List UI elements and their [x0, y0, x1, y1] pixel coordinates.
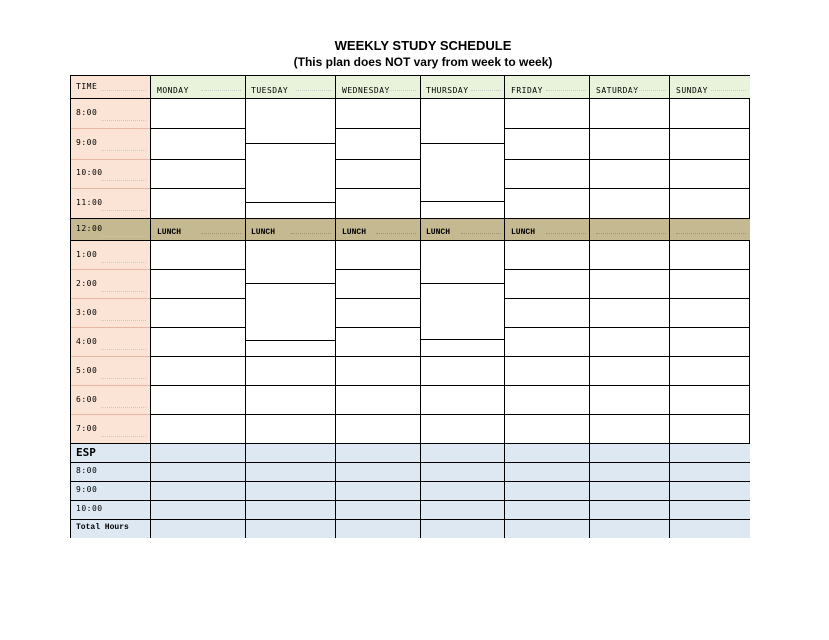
cell-guide	[201, 233, 241, 234]
cell-guide	[101, 150, 146, 151]
cell-guide	[676, 233, 746, 234]
row-divider	[246, 202, 335, 203]
day-header-sunday: SUNDAY	[676, 86, 708, 95]
row-divider	[71, 218, 750, 219]
row-divider	[71, 188, 150, 189]
time-label-morning: 10:00	[76, 168, 103, 177]
cell-guide	[296, 90, 331, 91]
time-label-afternoon: 4:00	[76, 337, 98, 346]
cell-guide	[101, 378, 146, 379]
time-label-morning: 11:00	[76, 198, 103, 207]
cell-guide	[101, 90, 146, 91]
row-divider	[505, 269, 750, 270]
cell-guide	[101, 291, 146, 292]
time-column-background	[71, 76, 151, 444]
row-divider	[71, 298, 150, 299]
row-divider	[421, 143, 504, 144]
time-label-afternoon: 7:00	[76, 424, 98, 433]
row-divider	[71, 327, 150, 328]
time-label-afternoon: 3:00	[76, 308, 98, 317]
lunch-label-wednesday: LUNCH	[342, 228, 367, 237]
row-divider	[151, 269, 245, 270]
row-divider	[71, 356, 150, 357]
row-divider	[71, 128, 150, 129]
row-divider	[71, 414, 750, 415]
cell-guide	[386, 90, 416, 91]
row-divider	[336, 327, 420, 328]
cell-guide	[101, 210, 146, 211]
row-divider	[151, 159, 245, 160]
day-header-monday: MONDAY	[157, 86, 189, 95]
cell-guide	[596, 233, 666, 234]
row-divider	[71, 462, 750, 463]
cell-guide	[201, 90, 241, 91]
row-divider	[505, 188, 750, 189]
cell-guide	[711, 90, 746, 91]
lunch-label-tuesday: LUNCH	[251, 228, 276, 237]
row-divider	[246, 283, 335, 284]
row-divider	[71, 356, 750, 357]
row-divider	[421, 201, 504, 202]
row-divider	[151, 188, 245, 189]
total-hours-label: Total Hours	[76, 523, 129, 532]
row-divider	[505, 159, 750, 160]
lunch-label-thursday: LUNCH	[426, 228, 451, 237]
cell-guide	[291, 233, 331, 234]
row-divider	[336, 159, 420, 160]
time-label-afternoon: 1:00	[76, 250, 98, 259]
row-divider	[421, 283, 504, 284]
row-divider	[71, 159, 150, 160]
row-divider	[71, 500, 750, 501]
row-divider	[71, 414, 150, 415]
column-divider	[504, 76, 505, 538]
day-header-thursday: THURSDAY	[426, 86, 469, 95]
lunch-time-label: 12:00	[76, 224, 103, 233]
esp-time-label: 8:00	[76, 466, 98, 475]
time-label-afternoon: 6:00	[76, 395, 98, 404]
row-divider	[71, 385, 750, 386]
time-label-morning: 9:00	[76, 138, 98, 147]
column-divider	[669, 76, 670, 538]
row-divider	[71, 98, 750, 99]
row-divider	[71, 481, 750, 482]
cell-guide	[101, 120, 146, 121]
day-header-friday: FRIDAY	[511, 86, 543, 95]
cell-guide	[546, 90, 586, 91]
esp-time-label: 10:00	[76, 504, 103, 513]
cell-guide	[101, 180, 146, 181]
cell-guide	[101, 262, 146, 263]
schedule-table	[70, 75, 750, 538]
cell-guide	[631, 90, 666, 91]
column-divider	[589, 76, 590, 538]
esp-time-label: 9:00	[76, 485, 98, 494]
row-divider	[71, 519, 750, 520]
row-divider	[71, 443, 750, 444]
time-label-afternoon: 5:00	[76, 366, 98, 375]
row-divider	[246, 143, 335, 144]
column-divider	[420, 76, 421, 538]
cell-guide	[376, 233, 416, 234]
day-header-wednesday: WEDNESDAY	[342, 86, 390, 95]
row-divider	[336, 269, 420, 270]
column-divider	[245, 76, 246, 538]
row-divider	[246, 340, 335, 341]
cell-guide	[101, 349, 146, 350]
cell-guide	[101, 436, 146, 437]
row-divider	[336, 298, 420, 299]
row-divider	[505, 128, 750, 129]
esp-label: ESP	[76, 446, 96, 459]
cell-guide	[101, 407, 146, 408]
row-divider	[71, 240, 750, 241]
cell-guide	[101, 320, 146, 321]
row-divider	[505, 327, 750, 328]
row-divider	[505, 298, 750, 299]
cell-guide	[461, 233, 501, 234]
row-divider	[151, 298, 245, 299]
esp-section-background	[71, 444, 750, 538]
row-divider	[71, 269, 150, 270]
row-divider	[71, 385, 150, 386]
row-divider	[151, 327, 245, 328]
cell-guide	[471, 90, 501, 91]
lunch-label-friday: LUNCH	[511, 228, 536, 237]
cell-guide	[546, 233, 586, 234]
lunch-label-monday: LUNCH	[157, 228, 182, 237]
time-label-morning: 8:00	[76, 108, 98, 117]
time-header: TIME	[76, 82, 98, 91]
cell-guide	[101, 236, 146, 237]
column-divider	[335, 76, 336, 538]
page-title: WEEKLY STUDY SCHEDULE	[334, 38, 512, 53]
page-subtitle: (This plan does NOT vary from week to week)	[293, 55, 553, 69]
row-divider	[421, 339, 504, 340]
day-header-saturday: SATURDAY	[596, 86, 639, 95]
row-divider	[336, 188, 420, 189]
row-divider	[151, 128, 245, 129]
day-header-tuesday: TUESDAY	[251, 86, 289, 95]
row-divider	[336, 128, 420, 129]
column-divider	[150, 76, 151, 538]
time-label-afternoon: 2:00	[76, 279, 98, 288]
